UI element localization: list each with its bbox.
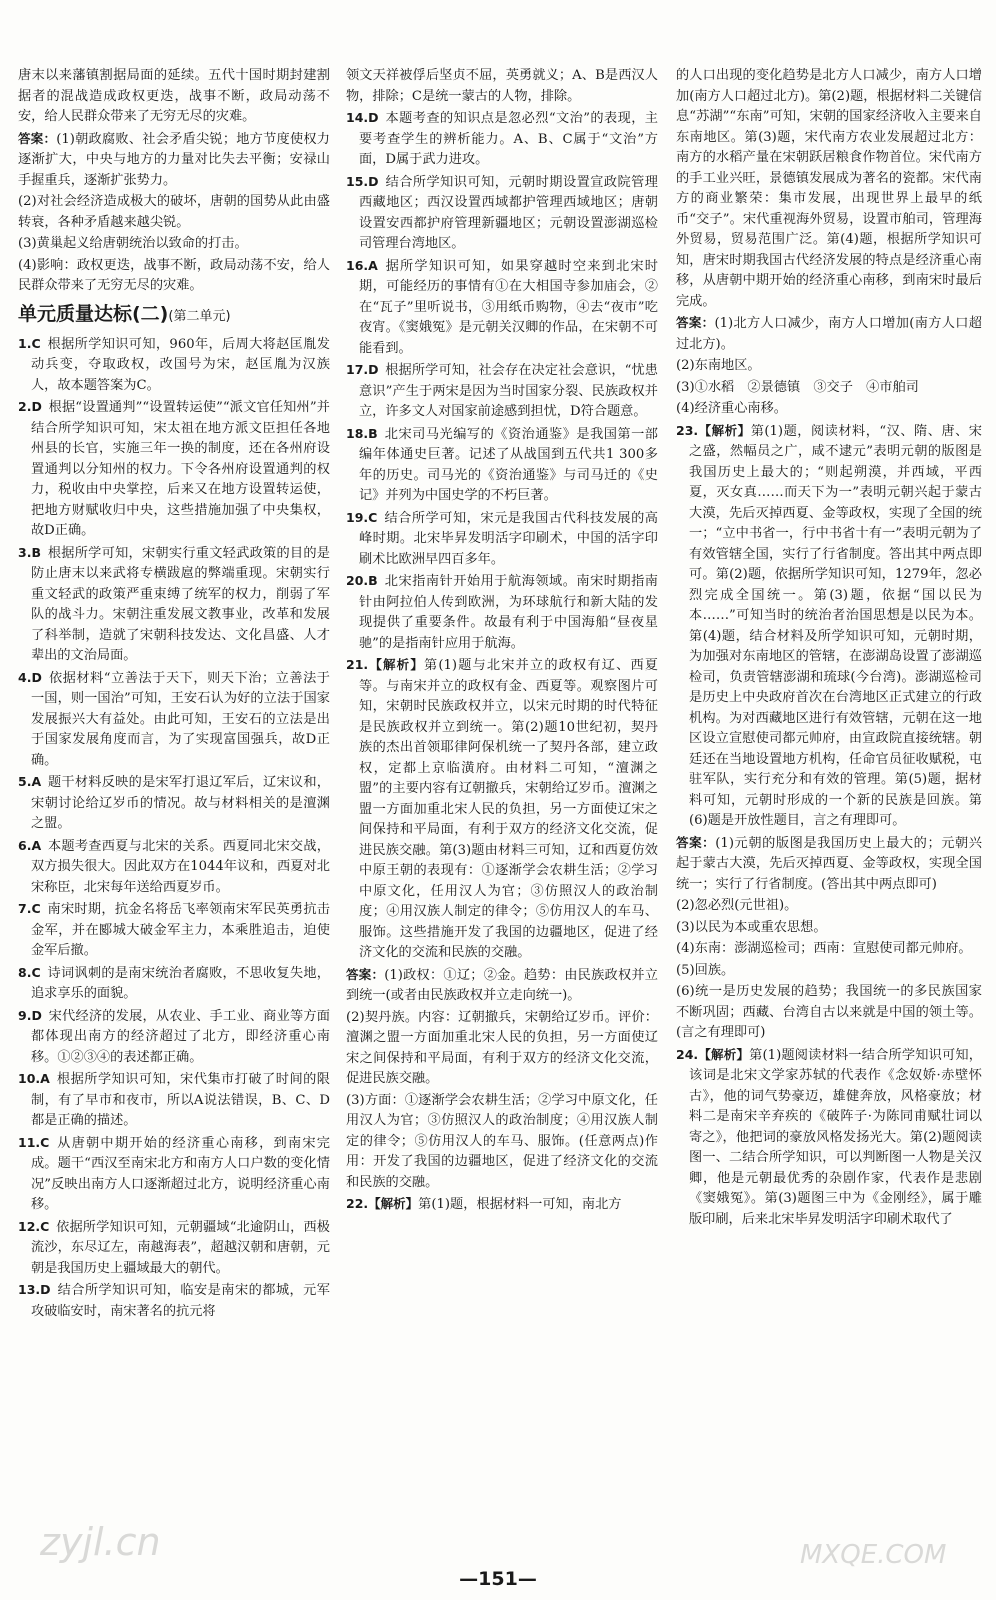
question-number: 24. (676, 1046, 699, 1062)
answer-label: 答案： (676, 834, 716, 850)
question-number: 14.D (346, 110, 379, 125)
answer-text: (4)经济重心南移。 (676, 401, 787, 416)
page-number: —151— (459, 1568, 537, 1590)
question-item (18, 899, 330, 962)
answer-text: (2)对社会经济造成极大的破坏，唐朝的国势从此由盛转衰，各种矛盾越来越尖锐。 (18, 194, 330, 230)
answer-text: (3)黄巢起义给唐朝统治以致命的打击。 (18, 236, 248, 251)
question-text: 诗词讽刺的是南宋统治者腐败，不思收复失地，追求享乐的面貌。 (31, 965, 330, 1001)
question-number: 3.B (18, 544, 41, 560)
answer-text: (1)北方人口减少，南方人口增加(南方人口超过北方)。 (676, 316, 982, 352)
question-number: 13.D (18, 1282, 51, 1297)
question-text: 第(1)题，阅读材料，“汉、隋、唐、宋之盛，然幅员之广，咸不逮元”表明元朝的版图是我国历史上最大的；“则起朔漠，并西域，平西夏，灭女真……而天下为一”表明元朝兴起于蒙古大漠，先后灭掉西夏、金等政权，实现了全国的统一；“立中书省一，行中书省十有一”表明元朝为了有效管辖全国，实行了行省制度。答出其中两点即可。第(2)题，依据所学知识可知，1279年，忽必烈完成全国统一。第(3)题，依据“国以民为本……”可知当时的统治者治国思想是以民为本。第(4)题，结合材料及所学知识可知，元朝时期，为加强对东南地区的管辖，在澎湖岛设置了澎湖巡检司，负责管辖澎湖和琉球(今台湾)。澎湖巡检司是历史上中央政府首次在台湾地区正式建立的行政机构。为对西藏地区进行有效管辖，元朝在这一地区设立宣慰使司都元帅府，由宣政院直接统辖。朝廷还在当地设置地方机构，任命官员征收赋税，屯驻军队，实行充分和有效的管理。第(5)题，据材料可知，元朝时形成的一个新的民族是回族。第(6)题是开放性题目，言之有理即可。 (689, 423, 982, 828)
question-text: 第(1)题阅读材料一结合所学知识可知，该词是北宋文学家苏轼的代表作《念奴娇·赤壁怀古》，他的词气势豪迈，雄健奔放，风格豪放；材料二是南宋辛弃疾的《破阵子·为陈同甫赋壮词以寄之》，他把词的豪放风格发扬光大。第(2)题阅读图一、二结合所学知识，可以判断图一人物是关汉卿，他是元朝最优秀的杂剧作家，代表作是悲剧《窦娥冤》。第(3)题图三中为《金刚经》，属于雕版印刷，后来北宋毕昇发明活字印刷术取代了 (689, 1047, 982, 1227)
question-text: 题干材料反映的是宋军打退辽军后，辽宋议和，宋朝讨论给辽岁币的情况。故与材料相关的是澶渊之盟。 (31, 775, 330, 831)
question-text: 北宋司马光编写的《资治通鉴》是我国第一部编年体通史巨著。记述了从战国到五代共1 300多年的历史。司马光的《资治通鉴》与司马迁的《史记》并列为中国史学的不朽巨著。 (359, 426, 658, 503)
analysis-tag: 【解析】 (368, 657, 424, 672)
question-text: 结合所学可知，宋元是我国古代科技发展的高峰时期。北宋毕昇发明活字印刷术，中国的活字印刷术比欧洲早四百多年。 (359, 510, 658, 567)
answer-block (676, 313, 982, 355)
watermark: zyjl.cn (40, 1520, 161, 1564)
answer-text: (1)元朝的版图是我国历史上最大的；元朝兴起于蒙古大漠，先后灭掉西夏、金等政权，实现全国统一；实行了行省制度。(答出其中两点即可) (676, 835, 982, 892)
question-text: 从唐朝中期开始的经济重心南移，到南宋完成。题干“西汉至南宋北方和南方人口户数的变化情况”反映出南方人口逐渐超过北方，说明经济重心南移。 (31, 1135, 330, 1212)
question-list (18, 334, 330, 1323)
question-text: 第(1)题，根据材料一可知，南北方 (418, 1197, 622, 1212)
question-list (346, 108, 658, 654)
question-number: 5.A (18, 774, 42, 789)
question-item (18, 334, 330, 397)
question-item (346, 256, 658, 360)
question-item (18, 668, 330, 772)
question-text: 本题考查西夏与北宋的关系。西夏同北宋交战，双方损失很大。因此双方在1044年议和，西夏对北宋称臣，北宋每年送给西夏岁币。 (31, 838, 330, 895)
question-item (346, 1194, 658, 1216)
answer-block (18, 129, 330, 192)
question-item (346, 571, 658, 654)
question-number: 9.D (18, 1007, 42, 1023)
answer-block (676, 833, 982, 896)
question-item (18, 1006, 330, 1069)
answer-text: (2)忽必烈(元世祖)。 (676, 898, 798, 913)
watermark: MXQE.COM (800, 1540, 947, 1570)
question-number: 17.D (346, 362, 379, 377)
question-number: 20.B (346, 573, 378, 588)
column-right (676, 66, 982, 1562)
answer-text: (3)①水稻 ②景德镇 ③交子 ④市舶司 (676, 379, 919, 395)
question-text: 北宋指南针开始用于航海领域。南宋时期指南针由阿拉伯人传到欧洲，为环球航行和新大陆的发现提供了重要条件。故最有利于中国海船“昼夜星驰”的是指南针应用于航海。 (359, 574, 658, 651)
question-number: 21. (346, 657, 369, 672)
section-title: 单元质量达标(二) (18, 302, 169, 325)
answer-text: (5)回族。 (676, 962, 735, 978)
question-item (18, 963, 330, 1005)
question-item (346, 508, 658, 571)
answer-label: 答案： (18, 130, 57, 146)
analysis-tag: 【解析】 (698, 1046, 750, 1062)
question-number: 4.D (18, 669, 42, 685)
question-item (346, 360, 658, 423)
question-number: 7.C (18, 901, 41, 916)
answer-text: (4)东南：澎湖巡检司；西南：宣慰使司都元帅府。 (676, 941, 972, 956)
answer-label: 答案： (346, 966, 385, 982)
question-item (18, 1133, 330, 1216)
question-text: 依据所学知识可知，元朝疆域“北逾阴山，西极流沙，东尽辽左，南越海表”，超越汉朝和唐朝，元朝是我国历史上疆域最大的朝代。 (31, 1219, 330, 1276)
question-item (18, 1217, 330, 1280)
question-number: 11.C (18, 1134, 50, 1150)
question-number: 12.C (18, 1218, 50, 1234)
question-item (18, 1069, 330, 1132)
question-item (346, 655, 658, 964)
question-text: 结合所学知识可知，临安是南宋的都城，元军攻破临安时，南宋著名的抗元将 (31, 1283, 330, 1319)
question-item (676, 1045, 982, 1231)
question-text: 结合所学知识可知，元朝时期设置宣政院管理西藏地区；西汉设置西域都护管理西域地区；唐朝设置安西都护府管理新疆地区；元朝设置澎湖巡检司管理台湾地区。 (359, 174, 658, 251)
question-item (18, 836, 330, 899)
answer-text: (2)契丹族。内容：辽朝撤兵，宋朝给辽岁币。评价：澶渊之盟一方面加重北宋人民的负担，另一方面使辽宋之间保持和平局面，有利于双方的经济文化交流，促进民族交融。 (346, 1009, 658, 1086)
section-heading (18, 301, 330, 330)
question-number: 23. (676, 422, 699, 438)
question-number: 6.A (18, 837, 42, 853)
answer-block (346, 965, 658, 1007)
answer-text: (3)以民为本或重农思想。 (676, 919, 827, 935)
question-number: 15.D (346, 173, 379, 189)
column-middle (346, 66, 658, 1562)
question-number: 16.A (346, 257, 378, 273)
question-text: 宋代经济的发展，从农业、手工业、商业等方面都体现出南方的经济超过了北方，即经济重心南移。①②③④的表述都正确。 (31, 1008, 330, 1065)
question-number: 8.C (18, 964, 41, 980)
question-number: 19.C (346, 509, 378, 525)
paragraph: 的人口出现的变化趋势是北方人口减少，南方人口增加(南方人口超过北方)。第(2)题，根据材料二关键信息“苏湖”“东南”可知，宋朝的国家经济收入主要来自东南地区。第(3)题，宋代南方农业发展超过北方：南方的水稻产量在宋朝跃居粮食作物首位。宋代南方的手工业兴旺，景德镇发展成为著名的瓷都。宋代南方的商业繁荣：集市发展，出现世界上最早的纸币“交子”。宋代重视海外贸易，设置市舶司，管理海外贸易，贸易范围广泛。第(4)题，根据所学知识可知，唐宋时期我国古代经济发展的特点是经济重心南移，从唐朝中期开始的经济重心南移，到南宋时最后完成。 (676, 68, 982, 309)
question-text: 根据“设置通判”“设置转运使”“派文官任知州”并结合所学知识可知，宋太祖在地方派文臣担任各地州县的长官，实施三年一换的制度，还在各州府设置通判以分知州的权力。下令各州府设置通判的权力，税收由中央掌控，后来又在地方设置转运使，把地方财赋收归中央，这些措施加强了中央集权，故D正确。 (31, 400, 330, 538)
question-item (346, 424, 658, 507)
question-item (18, 1280, 330, 1322)
question-text: 根据所学知识可知，宋代集市打破了时间的限制，有了早市和夜市，所以A说法错误，B、C、D都是正确的描述。 (31, 1072, 330, 1128)
answer-label: 答案： (676, 315, 715, 330)
answer-text: (3)方面：①逐渐学会农耕生活；②学习中原文化，任用汉人为官；③仿照汉人的政治制度；④用汉族人制定的律令；⑤仿用汉人的车马、服饰。(任意两点)作用：开发了我国的边疆地区，促进了经济文化的交流和民族的交融。 (346, 1092, 658, 1190)
question-number: 2.D (18, 399, 42, 414)
question-item (346, 172, 658, 255)
paragraph: 领文天祥被俘后坚贞不屈，英勇就义；A、B是西汉人物，排除；C是统一蒙古的人物，排除。 (346, 68, 658, 104)
analysis-tag: 【解析】 (698, 422, 751, 438)
answer-text: (1)政权：①辽；②金。趋势：由民族政权并立到统一(或者由民族政权并立走向统一)。 (346, 967, 658, 1003)
question-text: 南宋时期，抗金名将岳飞率领南宋军民英勇抗击金军，并在郾城大破金军主力，本乘胜追击，迫使金军后撤。 (31, 902, 330, 958)
question-number: 10.A (18, 1071, 50, 1086)
question-number: 1.C (18, 335, 41, 351)
section-subtitle: (第二单元) (168, 308, 231, 324)
question-text: 本题考查的知识点是忽必烈“文治”的表现，主要考查学生的辨析能力。A、B、C属于“文治”方面，D属于武力进攻。 (359, 111, 658, 167)
question-text: 根据所学知识可知，960年，后周大将赵匡胤发动兵变，夺取政权，改国号为宋，赵匡胤为汉族人，故本题答案为C。 (31, 336, 330, 393)
answer-text: (4)影响：政权更迭，战事不断，政局动荡不安，给人民群众带来了无穷无尽的灾难。 (18, 257, 330, 293)
question-number: 22. (346, 1196, 369, 1211)
question-item (346, 108, 658, 171)
question-text: 根据所学可知，宋朝实行重文轻武政策的目的是防止唐末以来武将专横跋扈的弊端重现。宋朝实行重文轻武的政策严重束缚了统军的权力，削弱了军队的战斗力。宋朝注重发展文教事业，改革和发展了科举制，造就了宋朝科技发达、文化昌盛、人才辈出的文治局面。 (31, 545, 330, 663)
question-text: 据所学知识可知，如果穿越时空来到北宋时期，可能经历的事情有①在大相国寺参加庙会，②在“瓦子”里听说书，③用纸币购物，④去“夜市”吃夜宵。《窦娥冤》是元朝关汉卿的作品，在宋朝不可能看到。 (359, 258, 658, 356)
analysis-tag: 【解析】 (368, 1196, 419, 1211)
question-item (676, 421, 982, 832)
question-item (18, 397, 330, 542)
answer-text: (2)东南地区。 (676, 358, 761, 373)
question-number: 18.B (346, 425, 378, 441)
answer-text: (6)统一是历史发展的趋势；我国统一的多民族国家不断巩固；西藏、台湾自古以来就是中国的领土等。(言之有理即可) (676, 984, 982, 1040)
paragraph: 唐末以来藩镇割据局面的延续。五代十国时期封建割据者的混战造成政权更迭，战事不断，政局动荡不安，给人民群众带来了无穷无尽的灾难。 (18, 68, 330, 124)
question-item (18, 772, 330, 835)
question-item (18, 543, 330, 667)
question-text: 第(1)题与北宋并立的政权有辽、西夏等。与南宋并立的政权有金、西夏等。观察图片可知，宋朝时民族政权并立，以宋元时期的时代特征是民族政权并立到统一。第(2)题10世纪初，契丹族的杰出首领耶律阿保机统一了契丹各部，建立政权，定都上京临潢府。由材料二可知，“澶渊之盟”的主要内容有辽朝撤兵，宋朝给辽岁币。澶渊之盟一方面加重北宋人民的负担，另一方面使辽宋之间保持和平局面，有利于双方的经济文化交流，促进民族交融。第(3)题由材料三可知，辽和西夏仿效中原王朝的表现有：①逐渐学会农耕生活；②学习中原文化，任用汉人为官；③仿照汉人的政治制度；④用汉族人制定的律令；⑤仿用汉人的车马、服饰。这些措施开发了我国的边疆地区，促进了经济文化的交流和民族的交融。 (359, 658, 658, 960)
question-text: 根据所学可知，社会存在决定社会意识，“忧患意识”产生于两宋是因为当时国家分裂、民族政权并立，许多文人对国家前途感到担忧，D符合题意。 (359, 363, 658, 419)
answer-text: (1)朝政腐败、社会矛盾尖锐；地方节度使权力逐渐扩大，中央与地方的力量对比失去平衡；安禄山手握重兵，逐渐扩张势力。 (18, 131, 330, 188)
column-left (18, 66, 330, 1562)
question-text: 依据材料“立善法于天下，则天下治；立善法于一国，则一国治”可知，王安石认为好的立法于国家发展振兴大有益处。由此可知，王安石的立法是出于国家发展角度而言，为了实现富国强兵，故D正确。 (31, 670, 330, 768)
